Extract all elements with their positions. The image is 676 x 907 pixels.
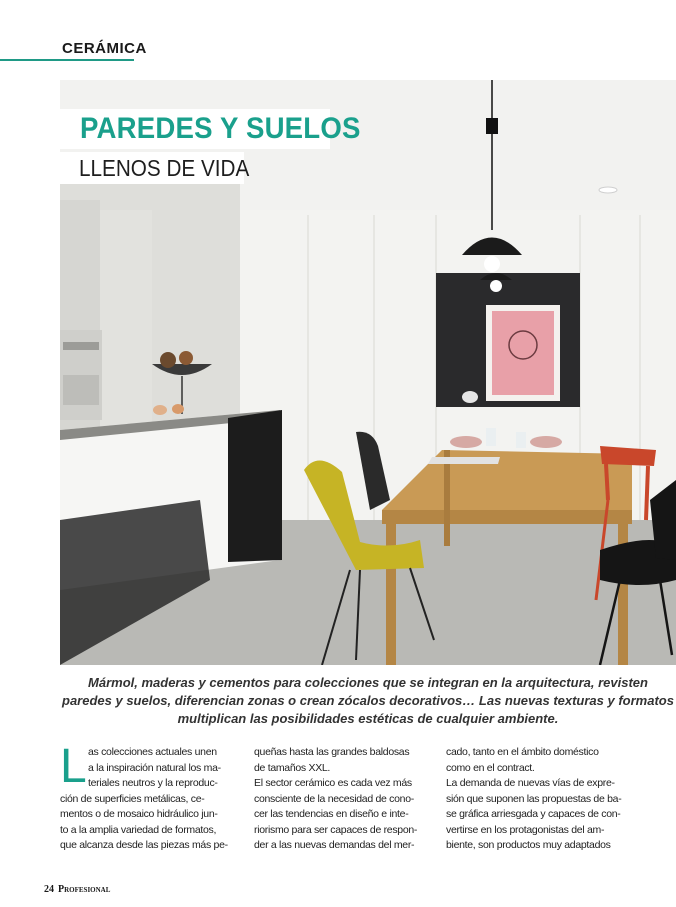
caption-line: multiplican las posibilidades estéticas de cualquier ambiente. [177,711,559,726]
page-number: 24 [44,884,54,895]
text-line: La demanda de nuevas vías de expre- [446,777,615,789]
caption-line: paredes y suelos, diferencian zonas o crean zócalos decorativos… Las nuevas texturas y formatos [62,693,674,708]
text-line: sión que suponen las propuestas de ba- [446,792,622,805]
text-line: se gráfica arriesgada y capaces de con- [446,808,621,820]
page-title: PAREDES Y SUELOS [80,112,361,145]
text-line: como en el contract. [446,761,535,774]
text-line: riorismo para ser capaces de respon- [254,823,418,836]
text-line: de tamaños XXL. [254,761,331,774]
drop-cap: L [60,740,87,793]
text-line: a la inspiración natural los ma- [88,761,221,774]
text-line: mentos o de mosaico hidráulico jun- [60,808,218,820]
text-line: queñas hasta las grandes baldosas [254,746,410,758]
text-line: to a la amplia variedad de formatos, [60,823,217,836]
text-line: consciente de la necesidad de cono- [254,792,414,805]
text-line: as colecciones actuales unen [88,746,217,758]
text-line: vertirse en los protagonistas del am- [446,823,605,836]
text-line: teriales neutros y la reproduc- [88,777,218,789]
text-column-2 [254,745,434,854]
text-line: ción de superficies metálicas, ce- [60,792,205,805]
text-line: cado, tanto en el ámbito doméstico [446,746,599,758]
caption-line: Mármol, maderas y cementos para colecciones que se integran en la arquitectura, revisten [88,675,648,690]
text-line: El sector cerámico es cada vez más [254,777,412,789]
page-subtitle: LLENOS DE VIDA [79,155,250,181]
text-line: cer las tendencias en diseño e inte- [254,808,409,820]
text-column-3 [446,745,626,854]
text-line: biente, son productos muy adaptados [446,839,611,851]
section-rule [0,59,134,61]
text-line: que alcanza desde las piezas más pe- [60,839,228,851]
text-line: der a las nuevas demandas del mer- [254,839,415,851]
text-column-1 [60,740,248,854]
publication-name: Profesional [58,884,111,895]
section-label: CERÁMICA [62,40,147,57]
page-footer [44,884,110,895]
photo-caption [60,674,676,728]
